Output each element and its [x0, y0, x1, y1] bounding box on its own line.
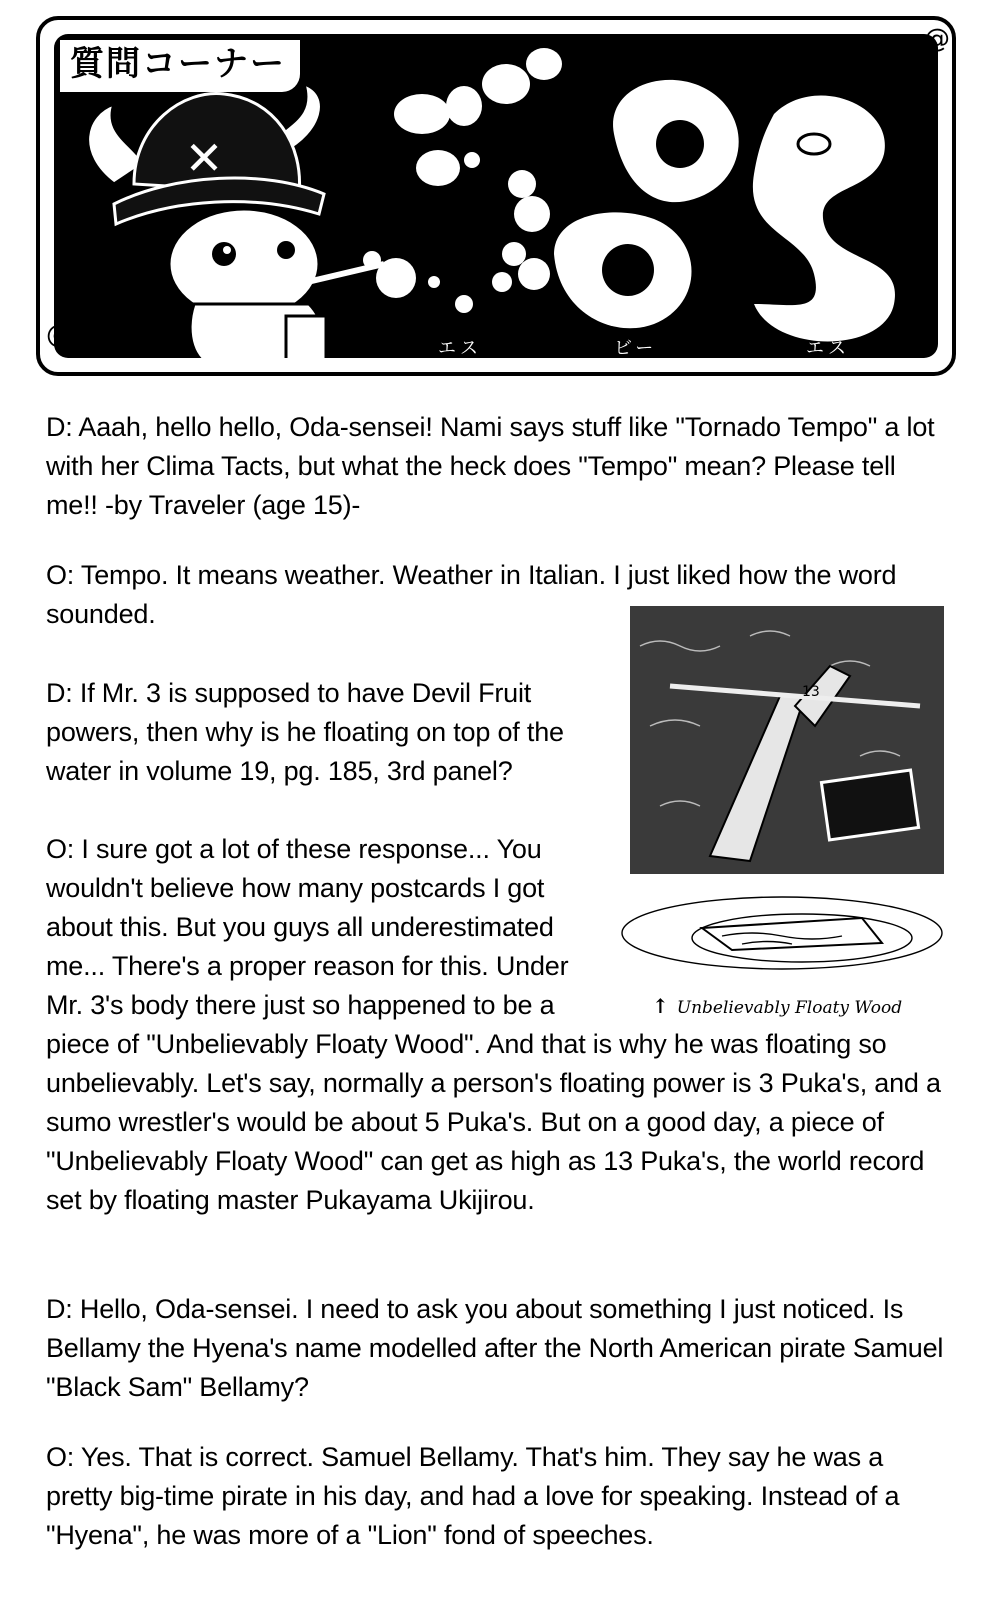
shirt-number: 13	[802, 684, 820, 700]
kana-label-2: ビー	[614, 338, 658, 358]
bubbles	[394, 48, 562, 313]
banner-panel	[54, 34, 938, 358]
kana-label-1: エス	[438, 338, 482, 358]
question-entry-3: D: Hello, Oda-sensei. I need to ask you about something I just noticed. Is Bellamy the Hyena's name modelled after the North American pirate Samuel "Black Sam" Bellamy?	[46, 1294, 944, 1402]
answer-entry-2-text: O: I sure got a lot of these response... You wouldn't believe how many postcards I got about this. But you guys all underestimated me... There's a proper reason for this. Under Mr. 3's body there just so happened to be a piece of "Unbelievably Floaty Wood". And that is why he was floating so unbelievably. Let's say, normally a person's floating power is 3 Puka's, and a sumo wrestler's would be about 5 Puka's. But on a good day, a piece of "Unbelievably Floaty Wood" can get as high as 13 Puka's, the world record set by floating master Pukayama Ukijirou.	[46, 834, 941, 1215]
answer-entry-2	[46, 830, 946, 1220]
swirl-ornament-icon: @	[46, 320, 72, 350]
text-wrap-spacer	[606, 830, 946, 1020]
question-entry-2: D: If Mr. 3 is supposed to have Devil Fruit powers, then why is he floating on top of the water in volume 19, pg. 185, 3rd panel?	[46, 678, 564, 786]
sbs-logo	[554, 80, 895, 342]
chopper-character	[88, 84, 416, 358]
svg-text:✕: ✕	[184, 131, 224, 185]
answer-entry-3: O: Yes. That is correct. Samuel Bellamy. That's him. They say he was a pretty big-time pirate in his day, and had a love for speaking. Instead of a "Hyena", he was more of a "Lion" fond of speeches.	[46, 1442, 900, 1550]
answer-entry-1: O: Tempo. It means weather. Weather in Italian. I just liked how the word sounded.	[46, 560, 897, 629]
header-banner	[36, 16, 956, 376]
banner-title: 質問コーナー	[60, 40, 300, 92]
swirl-ornament-icon: @	[924, 24, 950, 54]
kana-label-3: エス	[806, 338, 850, 358]
arrow-up-icon: ↑	[652, 994, 669, 1018]
question-entry-1: D: Aaah, hello hello, Oda-sensei! Nami says stuff like "Tornado Tempo" a lot with her Clima Tacts, but what the heck does "Tempo" mean? Please tell me!! -by Traveler (age 15)-	[46, 412, 935, 520]
caption-text: Unbelievably Floaty Wood	[676, 998, 903, 1018]
